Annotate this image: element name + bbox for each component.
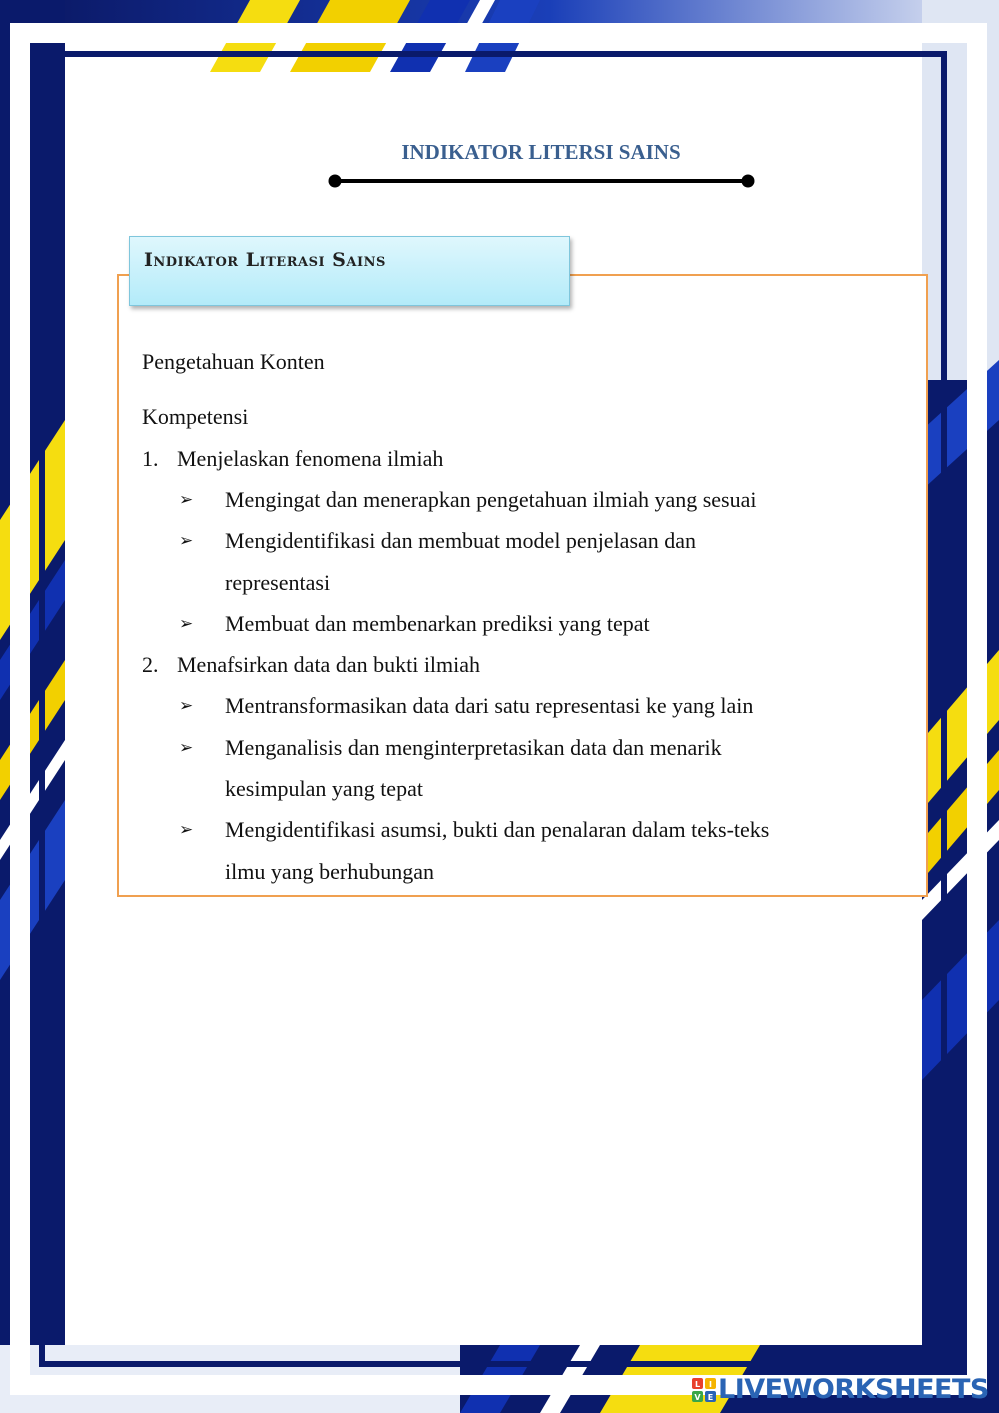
arrow-bullet-icon: ➢	[179, 531, 194, 551]
content-knowledge-heading: Pengetahuan Konten	[142, 349, 325, 374]
competence-heading: Kompetensi	[142, 404, 249, 429]
sub-list-item: Membuat dan membenarkan prediksi yang tepat	[225, 611, 650, 636]
badge-letter: E	[707, 1393, 714, 1402]
badge-letter: I	[709, 1380, 712, 1389]
arrow-bullet-icon: ➢	[179, 820, 194, 840]
liveworksheets-badge-icon	[692, 1378, 716, 1402]
liveworksheets-logo	[692, 1374, 992, 1406]
sub-list-item-continued: ilmu yang berhubungan	[225, 859, 434, 884]
sub-list-item: Mengidentifikasi asumsi, bukti dan penalaran dalam teks-teks	[225, 817, 770, 842]
list-item-number: 2.	[142, 652, 159, 677]
sub-list-item: Menganalisis dan menginterpretasikan data dan menarik	[225, 735, 722, 760]
list-item: Menjelaskan fenomena ilmiah	[177, 446, 444, 471]
list-item-number: 1.	[142, 446, 159, 471]
badge-letter: L	[694, 1380, 701, 1389]
list-item: Menafsirkan data dan bukti ilmiah	[177, 652, 481, 677]
page-title: INDIKATOR LITERSI SAINS	[401, 140, 681, 164]
title-underline-rule	[328, 174, 755, 188]
box-header-label: Indikator Literasi Sains	[144, 249, 386, 271]
sub-list-item: Mentransformasikan data dari satu representasi ke yang lain	[225, 693, 754, 718]
arrow-bullet-icon: ➢	[179, 490, 194, 510]
arrow-bullet-icon: ➢	[179, 696, 194, 716]
sub-list-item-continued: kesimpulan yang tepat	[225, 776, 423, 801]
badge-letter: V	[694, 1393, 701, 1402]
liveworksheets-logo-text: LIVEWORKSHEETS	[718, 1374, 989, 1405]
box-header-tab	[129, 236, 570, 306]
sub-list-item: Mengidentifikasi dan membuat model penjelasan dan	[225, 528, 697, 553]
arrow-bullet-icon: ➢	[179, 738, 194, 758]
arrow-bullet-icon: ➢	[179, 614, 194, 634]
sub-list-item: Mengingat dan menerapkan pengetahuan ilmiah yang sesuai	[225, 487, 757, 512]
sub-list-item-continued: representasi	[225, 570, 331, 595]
